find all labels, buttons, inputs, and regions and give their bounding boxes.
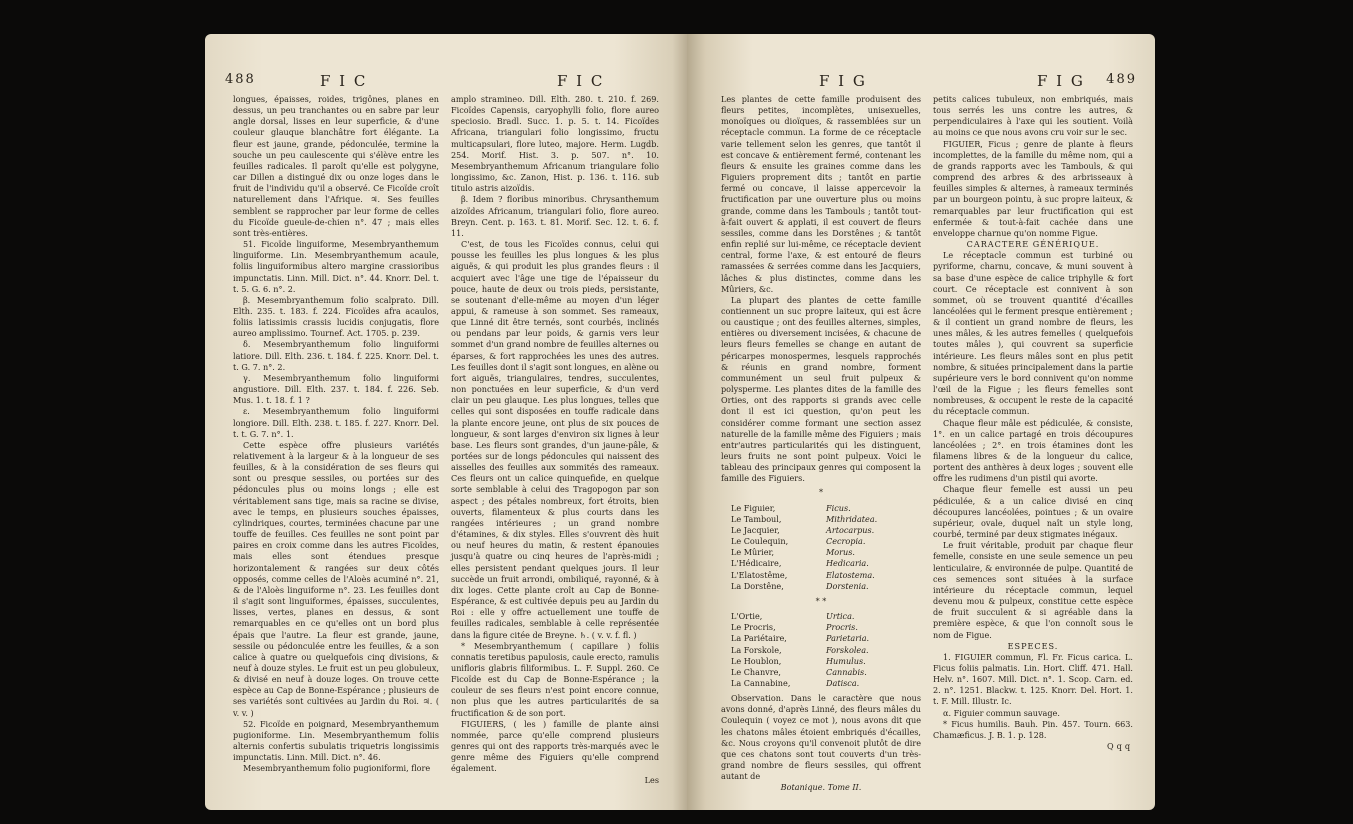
signature-mark: Qqq — [1107, 741, 1133, 752]
paragraph: 51. Ficoïde linguiforme, Mesembryanthemum linguiforme. Lin. Mesembryanthemum acaule, foliis linguiformibus altero margine crassioribus impunctatis. Linn. Mill. Dict. n°. 44. Knorr. Del. t. t. 5. G. 6. n°. 2. — [233, 239, 439, 294]
table-row: Le Tamboul, Mithridatea. — [731, 513, 878, 524]
left-column-2 — [451, 94, 659, 786]
table-row: Le Coulequin, Cecropia. — [731, 536, 866, 547]
column-header: F I G — [819, 72, 867, 90]
paragraph: FIGUIERS, ( les ) famille de plante ainsi nommée, parce qu'elle comprend plusieurs genres qui ont des rapports très-marqués avec le genre même des Figuiers qu'elle comprend également. — [451, 718, 659, 774]
paragraph: amplo stramineo. Dill. Elth. 280. t. 210. f. 269. Ficoïdes Capensis, caryophylli folio, flore aureo speciosio. Bradl. Succ. 1. p. 5. t. 14. Ficoïdes Africana, triangulari folio longissimo, fructu multicapsulari, flore luteo, majore. Herm. Lugdb. 254. Morif. Hist. 3. p. 507. n°. 10. Mesembryanthemum Africanum triangulare folio longissimo, &c. Zanon, Hist. p. 136. t. 116. sub titulo astris aizoïdis. — [451, 94, 659, 194]
table-row: Le Figuier, Ficus. — [731, 502, 851, 513]
paragraph: Les plantes de cette famille produisent des fleurs petites, incomplètes, unisexuelles, monoïques ou dioïques, & rassemblées sur un réceptacle commun. La forme de ce réceptacle varie tellement selon les genres, que tantôt il est concave & entièrement fermé, contenant les fleurs & ensuite les graines comme dans les Figuiers proprement dits ; tantôt en partie fermé ou concave, il laisse appercevoir la fructification par une ouverture plus ou moins grande, comme dans les Tambouls ; tantôt tout-à-fait ouvert & applati, il est couvert de fleurs sessiles, comme dans les Dorstênes ; & tantôt enfin replié sur lui-même, ce réceptacle devient central, forme l'axe, & est entouré de fleurs ramassées & serrées comme dans les Jacquiers, lâches & plus distinctes, comme dans les Mûriers, &c. — [721, 94, 921, 294]
page-number: 489 — [1106, 72, 1137, 87]
page-number: 488 — [225, 72, 256, 87]
table-row: La Cannabine, Datisca. — [731, 677, 860, 688]
paragraph: γ. Mesembryanthemum folio linguiformi angustiore. Dill. Elth. 237. t. 184. f. 226. Seb. Mus. 1. t. 18. f. 1 ? — [233, 372, 439, 406]
paragraph: * Ficus humilis. Bauh. Pin. 457. Tourn. 663. Chamæficus. J. B. 1. p. 128. — [933, 718, 1133, 740]
section-stars: * — [818, 487, 824, 498]
table-row: Le Mûrier, Morus. — [731, 547, 855, 558]
column-header: F I C — [320, 72, 368, 90]
paragraph: petits calices tubuleux, non embriqués, mais tous serrés les uns contre les autres, & perpendiculaires à l'axe qui les soutient. Voilà au moins ce que nous avons cru voir sur le sec. — [933, 94, 1133, 138]
section-heading: ESPECES. — [1007, 640, 1059, 651]
paragraph: β. Idem ? floribus minoribus. Chrysanthemum aizoïdes Africanum, triangulari folio, flore aureo. Breyn. Cent. p. 163. t. 81. Morif. Sec. 12. t. 6. f. 11. — [451, 194, 659, 238]
paragraph: Mesembryanthemum folio pugioniformi, flore — [243, 763, 431, 774]
section-heading: CARACTERE GÉNÉRIQUE. — [966, 239, 1100, 250]
right-page-header — [707, 72, 1137, 94]
left-page — [205, 34, 687, 810]
paragraph: Cette espèce offre plusieurs variétés relativement à la largeur & à la longueur de ses feuilles, & à la considération de ses fleurs qui sont ou presque sessiles, ou portées sur des pédoncules plus ou moins longs ; elle est véritablement sans tige, mais sa racine se divise, avec le temps, en plusieurs souches épaisses, cylindriques, courtes, terminées chacune par une touffe de feuilles. Ces feuilles ne sont point par paires en croix comme dans les autres Ficoïdes, mais elles sont étendues presque horizontalement & rangées sur deux côtés opposés, comme celles de l'Aloès acuminé n°. 21, & de l'Aloès linguiforme n°. 23. Les feuilles dont il s'agit sont linguiformes, épaisses, succulentes, lisses, vertes, planes en dessus, & sont remarquables en ce qu'elles ont un bord plus épais que l'autre. La fleur est grande, jaune, sessile ou pédonculée entre les feuilles, & a son calice à quatre ou quelquefois cinq divisions, & neuf à douze styles. Le fruit est un peu globuleux, & divisé en neuf à douze loges. On trouve cette espèce au Cap de Bonne-Espérance ; plusieurs de ses variétés sont cultivées au Jardin du Roi. ♃. ( v. v. ) — [233, 439, 439, 718]
table-row: Le Chanvre, Cannabis. — [731, 666, 867, 677]
paragraph: Le réceptacle commun est turbiné ou pyriforme, charnu, concave, & muni souvent à sa base d'une espèce de calice triphylle & fort court. Ce réceptacle est connivent à son sommet, où se trouvent quantité d'écailles lancéolées qui le ferment presque entièrement ; & il contient un grand nombre de fleurs, les unes mâles, & les autres femelles ( quelquefois toutes mâles ), qui couvrent sa superficie intérieure. Les fleurs mâles sont en plus petit nombre, & situées principalement dans la partie supérieure vers le bord connivent qu'on nomme l'œil de la Figue ; les fleurs femelles sont nombreuses, & occupent le reste de la capacité du réceptacle commun. — [933, 250, 1133, 417]
paragraph: α. Figuier commun sauvage. — [943, 707, 1060, 718]
table-row: Le Houblon, Humulus. — [731, 655, 866, 666]
table-row: La Pariétaire, Parietaria. — [731, 633, 870, 644]
paragraph: ε. Mesembryanthemum folio linguiformi longiore. Dill. Elth. 238. t. 185. f. 227. Knorr. Del. t. t. G. 7. n°. 1. — [233, 406, 439, 439]
observation-paragraph: Observation. Dans le caractère que nous avons donné, d'après Linné, des fleurs mâles du Coulequin ( voyez ce mot ), nous avons dit que les chatons mâles étoient embriqués d'écailles, &c. Nous croyons qu'il convenoit plutôt de dire que ces chatons sont tout couverts d'un très-grand nombre de fleurs sessiles, qui offrent autant de — [721, 693, 921, 782]
genera-table-1 — [731, 503, 901, 592]
column-header: F I G — [1037, 72, 1085, 90]
table-row: La Dorstêne, Dorstenia. — [731, 580, 869, 591]
paragraph: δ. Mesembryanthemum folio linguiformi latiore. Dill. Elth. 236. t. 184. f. 225. Knorr. Del. t. t. G. 7. n°. 2. — [233, 339, 439, 372]
paragraph: 1. FIGUIER commun, Fl. Fr. Ficus carica. L. Ficus foliis palmatis. Lin. Hort. Cliff. 471. Hall. Helv. n°. 1607. Mill. Dict. n°. 1. Scop. Carn. ed. 2. n°. 1251. Blackw. t. 125. Knorr. Del. Hort. 1. t. F. Mill. Illustr. Ic. — [933, 651, 1133, 707]
genera-table-2 — [731, 611, 901, 689]
section-stars: * * — [815, 595, 827, 606]
paragraph: longues, épaisses, roides, trigônes, planes en dessus, un peu tranchantes ou en sabre par leur angle dorsal, lisses en leur superficie, & d'une couleur glauque blanchâtre fort élégante. La fleur est jaune, grande, pédonculée, termine la souche un peu caulescente qui s'élève entre les feuilles radicales. Il paroît qu'elle est polygyne, car Dillen a distingué dix ou onze loges dans le fruit de l'individu qu'il a observé. Ce Ficoïde croît naturellement dans l'Afrique. ♃. Ses feuilles semblent se rapprocher par leur forme de celles du Ficoïde gueule-de-chien n°. 47 ; mais elles sont très-entières. — [233, 94, 439, 238]
paragraph: La plupart des plantes de cette famille contiennent un suc propre laiteux, qui est âcre ou caustique ; ont des feuilles alternes, simples, entières ou diversement incisées, & chacune de leurs fleurs femelles se change en autant de péricarpes monospermes, lesquels rapprochés & réunis en grand nombre, forment communément un seul fruit pulpeux & polysperme. Les plantes dites de la famille des Orties, ont des rapports si grands avec celle dont il est ici question, qu'on peut les considérer comme formant une section assez naturelle de la famille même des Figuiers ; mais entr'autres particularités qui les distinguent, leurs fruits ne sont point pulpeux. Voici le tableau des principaux genres qui composent la famille des Figuiers. — [721, 294, 921, 484]
right-column-1 — [721, 94, 921, 794]
paragraph: β. Mesembryanthemum folio scalprato. Dill. Elth. 235. t. 183. f. 224. Ficoïdes afra acaulos, foliis latissimis crassis lucidis conjugatis, flore aureo amplissimo. Tournef. Act. 1705. p. 239. — [233, 294, 439, 339]
right-column-2 — [933, 94, 1133, 752]
table-row: Le Procris, Procris. — [731, 622, 858, 633]
table-row: L'Ortie, Urtica. — [731, 611, 855, 622]
table-row: L'Hédicaire, Hedicaria. — [731, 558, 869, 569]
left-column-1 — [233, 94, 439, 775]
catchword: Les — [644, 774, 659, 785]
right-page — [687, 34, 1155, 810]
paragraph: Le fruit véritable, produit par chaque fleur femelle, consiste en une seule semence un peu lenticulaire, & environnée de pulpe. Quantité de ces semences sont situées à la surface intérieure du réceptacle commun, lequel devenu mou & pulpeux, constitue cette espèce de fruit succulent & si agréable dans la première espèce, & que l'on connoît sous le nom de Figue. — [933, 540, 1133, 640]
table-row: L'Elatostême, Elatostema. — [731, 569, 875, 580]
paragraph: * Mesembryanthemum ( capillare ) foliis connatis teretibus papulosis, caule erecto, ramulis unifloris glabris filiformibus. L. F. Suppl. 260. Ce Ficoïde est du Cap de Bonne-Espérance ; la couleur de ses fleurs n'est point encore connue, non plus que les autres particularités de sa fructification & de son port. — [451, 640, 659, 718]
table-row: La Forskole, Forskolea. — [731, 644, 869, 655]
paragraph: Chaque fleur mâle est pédiculée, & consiste, 1°. en un calice partagé en trois découpures lancéolées ; 2°. en trois étamines dont les filamens libres & de la longueur du calice, portent des anthères à deux loges ; souvent elle offre les rudimens d'un pistil qui avorte. — [933, 417, 1133, 484]
paragraph: Chaque fleur femelle est aussi un peu pédiculée, & a un calice divisé en cinq découpures lancéolées, pointues ; & un ovaire supérieur, ovale, duquel naît un style long, courbé, terminé par deux stigmates inégaux. — [933, 484, 1133, 540]
left-page-header — [225, 72, 665, 94]
table-row: Le Jacquier, Artocarpus. — [731, 524, 875, 535]
column-header: F I C — [557, 72, 605, 90]
volume-signature: Botanique. Tome II. — [780, 782, 862, 793]
paragraph: 52. Ficoïde en poignard, Mesembryanthemum pugioniforme. Lin. Mesembryanthemum foliis alternis confertis subulatis triquetris longissimis impunctatis. Linn. Mill. Dict. n°. 46. — [233, 718, 439, 763]
paragraph: FIGUIER, Ficus ; genre de plante à fleurs incomplettes, de la famille du même nom, qui a de grands rapports avec les Tambouls, & qui comprend des arbres & des arbrisseaux à feuilles simples & alternes, à rameaux terminés par un bourgeon pointu, à suc propre laiteux, & remarquables par leur fructification qui est enfermée & tout-à-fait cachée dans une enveloppe charnue qu'on nomme Figue. — [933, 138, 1133, 238]
paragraph: C'est, de tous les Ficoïdes connus, celui qui pousse les feuilles les plus longues & les plus aiguës, & qui produit les plus grandes fleurs : il acquiert avec l'âge une tige de l'épaisseur du pouce, haute de deux ou trois pieds, persistante, se soutenant d'elle-même au moyen d'un léger appui, & rameuse à son sommet. Ses rameaux, que Linné dit être ternés, sont courbés, inclinés ou pendans par leur poids, & garnis vers leur sommet d'un grand nombre de feuilles alternes ou éparses, & fort rapprochées les unes des autres. Les feuilles dont il s'agit sont longues, en alène ou fort aiguës, triangulaires, tendres, succulentes, non ponctuées en leur superficie, & d'un verd clair un peu glauque. Les plus longues, telles que celles qui sont disposées en touffe radicale dans la plante encore jeune, ont plus de six pouces de longueur, & sont larges d'environ six lignes à leur base. Les fleurs sont grandes, d'un jaune-pâle, & portées sur de longs pédoncules qui naissent des aisselles des feuilles aux sommités des rameaux. Ces fleurs ont un calice quinquefide, en quelque sorte semblable à celui des Tragopogon par son aspect ; des pétales nombreux, fort étroits, bien ouverts, filamenteux & plus courts dans les rangées intérieures ; un grand nombre d'étamines, & dix styles. Elles s'ouvrent dès huit ou neuf heures du matin, & restent épanouies jusqu'à quatre ou cinq heures de l'après-midi ; elles persistent pendant quelques jours. Il leur succède un fruit arrondi, ombiliqué, rayonné, & à dix loges. Cette plante croît au Cap de Bonne-Espérance, & est cultivée depuis peu au Jardin du Roi : elle y offre actuellement une touffe de feuilles radicales, semblable à celle représentée dans la figure citée de Breyne. ♄. ( v. v. f. fl. ) — [451, 239, 659, 640]
